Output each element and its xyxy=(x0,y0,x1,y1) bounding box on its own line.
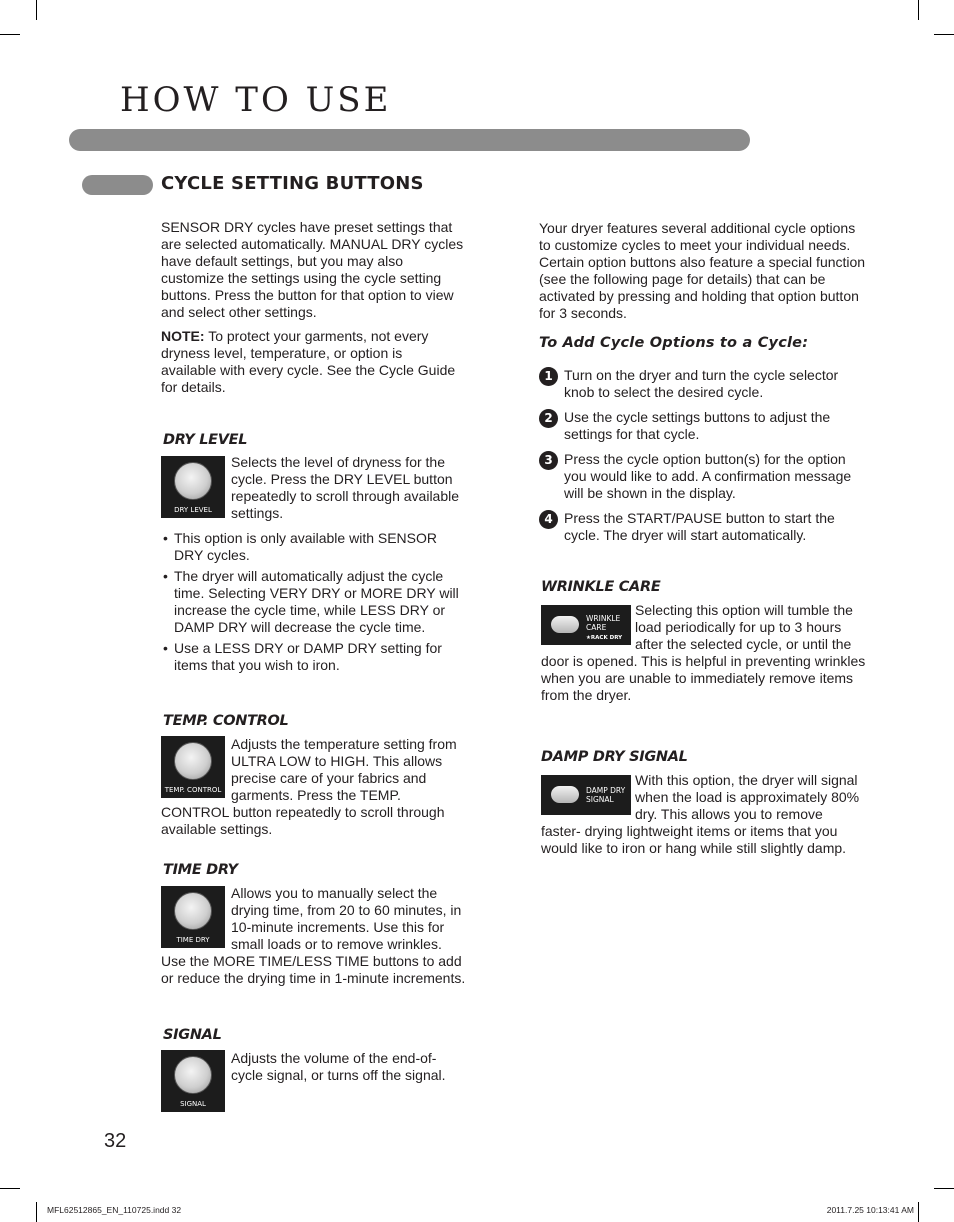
options-intro-paragraph: Your dryer features several additional cycle options to customize cycles to meet your individual needs. Certain option buttons also feature a special function (see the following page for details) that can be activated by pressing and holding that option button for 3 seconds. xyxy=(539,220,866,321)
section-marker xyxy=(82,175,153,195)
crop-mark xyxy=(36,1202,37,1222)
wrinkle-care-description xyxy=(541,602,871,704)
step-number-icon: 1 xyxy=(539,367,558,386)
note-label: NOTE: xyxy=(161,328,205,344)
damp-dry-signal-text: With this option, the dryer will signal when the load is approximately 80% dry. This allows you to remove faster- drying lightweight items or items that you would like to iron or hang while still slightly damp. xyxy=(541,772,860,856)
signal-button-image xyxy=(161,1050,225,1112)
crop-mark xyxy=(934,34,954,35)
time-dry-heading: TIME DRY xyxy=(163,862,238,878)
section-title: CYCLE SETTING BUTTONS xyxy=(161,173,424,194)
step-text: Press the cycle option button(s) for the option you would like to add. A confirmation message will be shown in the display. xyxy=(564,451,852,501)
step-number-icon: 2 xyxy=(539,409,558,428)
note-text: To protect your garments, not every dryness level, temperature, or option is available with every cycle. See the Cycle Guide for details. xyxy=(161,328,456,395)
temp-control-button-label: TEMP. CONTROL xyxy=(164,786,222,794)
list-item: • The dryer will automatically adjust the cycle time. Selecting VERY DRY or MORE DRY will increase the cycle time, while LESS DRY or DAMP DRY will decrease the cycle time. xyxy=(161,568,466,636)
step-text: Press the START/PAUSE button to start the cycle. The dryer will start automatically. xyxy=(564,510,835,543)
dry-level-button-image xyxy=(161,456,225,518)
footer-timestamp: 2011.7.25 10:13:41 AM xyxy=(826,1205,914,1215)
page-title: HOW TO USE xyxy=(120,80,392,120)
step-number-icon: 3 xyxy=(539,451,558,470)
step-text: Turn on the dryer and turn the cycle selector knob to select the desired cycle. xyxy=(564,367,839,400)
damp-dry-label-line2: SIGNAL xyxy=(586,795,614,804)
temp-control-text: Adjusts the temperature setting from ULTRA LOW to HIGH. This allows precise care of your fabrics and garments. Press the TEMP. CONTROL button repeatedly to scroll through available settings. xyxy=(161,736,457,837)
temp-control-description xyxy=(161,736,466,838)
list-item: • This option is only available with SENSOR DRY cycles. xyxy=(161,530,466,564)
dry-level-heading: DRY LEVEL xyxy=(163,432,248,448)
page-number: 32 xyxy=(104,1130,127,1152)
damp-dry-label-line1: DAMP DRY xyxy=(586,786,626,795)
wrinkle-care-text: Selecting this option will tumble the load periodically for up to 3 hours after the selected cycle, or until the door is opened. This is helpful in preventing wrinkles when you are unable to immediately remove items from the dryer. xyxy=(541,602,866,703)
signal-heading: SIGNAL xyxy=(163,1027,222,1043)
rack-dry-label: ★RACK DRY xyxy=(586,635,623,641)
step-text: Use the cycle settings buttons to adjust the settings for that cycle. xyxy=(564,409,831,442)
dry-level-bullets xyxy=(161,530,466,678)
note-paragraph xyxy=(161,328,461,396)
crop-mark xyxy=(36,0,37,20)
wrinkle-care-heading: WRINKLE CARE xyxy=(541,579,661,595)
step-number-icon: 4 xyxy=(539,510,558,529)
time-dry-description xyxy=(161,885,466,987)
signal-button-label: SIGNAL xyxy=(180,1100,206,1108)
time-dry-text: Allows you to manually select the drying time, from 20 to 60 minutes, in 10-minute increments. Use this for small loads or to remove wrinkles. Use the MORE TIME/LESS TIME buttons to add or reduce the drying time in 1-minute increments. xyxy=(161,885,466,986)
crop-mark xyxy=(0,34,20,35)
crop-mark xyxy=(0,1188,20,1189)
signal-description: Adjusts the volume of the end-of-cycle signal, or turns off the signal. xyxy=(231,1050,446,1083)
wrinkle-care-label-line1: WRINKLE xyxy=(586,614,621,623)
intro-paragraph: SENSOR DRY cycles have preset settings that are selected automatically. MANUAL DRY cycles have default settings, but you may also customize the settings using the cycle setting buttons. Press the button for that option to view and select other settings. xyxy=(161,219,464,320)
dry-level-description: Selects the level of dryness for the cycle. Press the DRY LEVEL button repeatedly to scroll through available settings. xyxy=(231,454,460,521)
crop-mark xyxy=(918,0,919,20)
damp-dry-signal-heading: DAMP DRY SIGNAL xyxy=(541,749,688,765)
footer-file: MFL62512865_EN_110725.indd 32 xyxy=(47,1205,182,1215)
time-dry-button-label: TIME DRY xyxy=(176,936,210,944)
list-item: • Use a LESS DRY or DAMP DRY setting for items that you wish to iron. xyxy=(161,640,466,674)
dry-level-knob-icon xyxy=(174,462,212,500)
temp-control-heading: TEMP. CONTROL xyxy=(163,713,289,729)
crop-mark xyxy=(934,1188,954,1189)
damp-dry-signal-description xyxy=(541,772,866,857)
add-options-heading: To Add Cycle Options to a Cycle: xyxy=(539,335,809,351)
title-bar xyxy=(69,129,750,151)
signal-knob-icon xyxy=(174,1056,212,1094)
dry-level-button-label: DRY LEVEL xyxy=(174,506,212,514)
crop-mark xyxy=(918,1202,919,1222)
wrinkle-care-label-line2: CARE xyxy=(586,623,607,632)
